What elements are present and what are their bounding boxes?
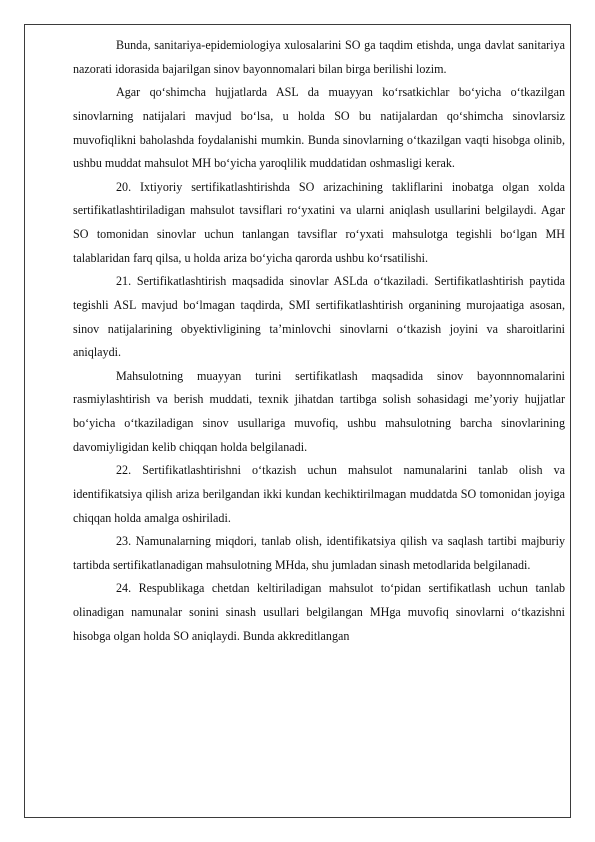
paragraph-item-20: 20. Ixtiyoriy sertifikatlashtirishda SO arizachining takliflarini inobatga olgan xolda sertifikatlashtiriladigan mahsulot tavsiflari ro‘yxatini va ularni aniqlash usullarini belgilaydi. Agar SO tomonidan sinovlar uchun tanlangan tavsiflar ro‘yxati mahsulotga tegishli bo‘lgan MH talablaridan farq qilsa, u holda ariza bo‘yicha qarorda ushbu ko‘rsatilishi.	[73, 179, 565, 265]
paragraph-sanitary-conclusion: Bunda, sanitariya-epidemiologiya xulosalarini SO ga taqdim etishda, unga davlat sanitariya nazorati idorasida bajarilgan sinov bayonnomalari bilan birga berilishi lozim.	[73, 38, 565, 76]
paragraph-item-24: 24. Respublikaga chetdan keltiriladigan mahsulot to‘pidan sertifikatlash uchun tanlab olinadigan namunalar sonini sinash usullari belgilangan MHga muvofiq sinovlarni o‘tkazishni hisobga olgan holda SO aniqlaydi. Bunda akkreditlangan	[73, 581, 565, 643]
paragraph-item-22: 22. Sertifikatlashtirishni o‘tkazish uchun mahsulot namunalarini tanlab olish va identifikatsiya qilish ariza berilgandan ikki kundan kechiktirilmagan muddatda SO tomonidan joyiga chiqqan holda amalga oshiriladi.	[73, 463, 565, 525]
paragraph-item-23: 23. Namunalarning miqdori, tanlab olish, identifikatsiya qilish va saqlash tartibi majburiy tartibda sertifikatlanadigan mahsulotning MHda, shu jumladan sinash metodlarida belgilanadi.	[73, 534, 565, 572]
document-body	[73, 34, 565, 648]
paragraph-item-21: 21. Sertifikatlashtirish maqsadida sinovlar ASLda o‘tkaziladi. Sertifikatlashtirish paytida tegishli ASL mavjud bo‘lmagan taqdirda, SMI sertifikatlashtirish organining murojaatiga asosan, sinov natijalarining obyektivligining ta’minlovchi sinovlarni o‘tkazish joyini va sharoitlarini aniqlaydi.	[73, 274, 565, 360]
paragraph-additional-documents: Agar qo‘shimcha hujjatlarda ASL da muayyan ko‘rsatkichlar bo‘yicha o‘tkazilgan sinovlarning natijalari mavjud bo‘lsa, u holda SO bu natijalardan qo‘shimcha sinovlarsiz muvofiqlikni baholashda foydalanishi mumkin. Bunda sinovlarning o‘tkazilgan vaqti hisobga olinib, ushbu muddat mahsulot MH bo‘yicha yaroqlilik muddatidan oshmasligi kerak.	[73, 85, 565, 171]
paragraph-test-report-terms: Mahsulotning muayyan turini sertifikatlash maqsadida sinov bayonnnomalarini rasmiylashtirish va berish muddati, texnik jihatdan tartibga solish sohasidagi me’yoriy hujjatlar bo‘yicha o‘tkaziladigan sinov usullariga muvofiq, ushbu mahsulotning barcha sinovlarining davomiyligidan kelib chiqqan holda belgilanadi.	[73, 368, 565, 454]
